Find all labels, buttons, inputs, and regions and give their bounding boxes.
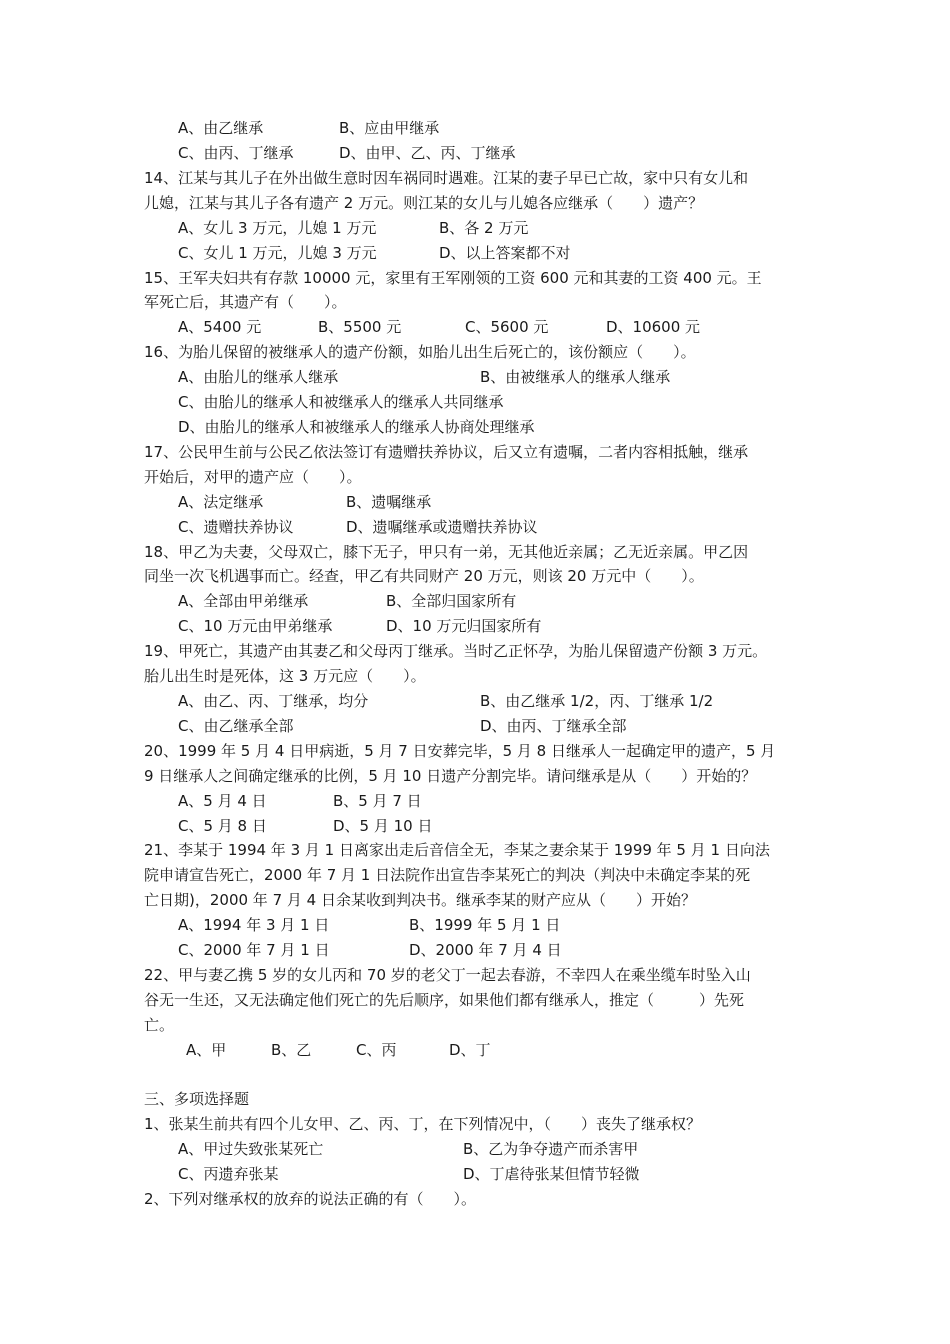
text-line: 同坐一次飞机遇事而亡。经查，甲乙有共同财产 20 万元，则该 20 万元中（ ）。 — [144, 567, 704, 585]
text-line: 三、多项选择题 — [144, 1090, 250, 1108]
text-line: 胎儿出生时是死体，这 3 万元应（ ）。 — [144, 667, 426, 685]
text-line: C、遗赠扶养协议 — [178, 518, 294, 536]
text-line: C、丙 — [356, 1041, 397, 1059]
text-line: C、2000 年 7 月 1 日 — [178, 941, 330, 959]
text-line: 20、1999 年 5 月 4 日甲病逝，5 月 7 日安葬完毕，5 月 8 日继承人一起确定甲的遗产，5 月 — [144, 742, 776, 760]
text-line: B、全部归国家所有 — [386, 592, 517, 610]
text-line: 儿媳，江某与其儿子各有遗产 2 万元。则江某的女儿与儿媳各应继承（ ）遗产？ — [144, 194, 704, 212]
text-line: 18、甲乙为夫妻，父母双亡，膝下无子，甲只有一弟，无其他近亲属；乙无近亲属。甲乙因 — [144, 543, 749, 561]
text-line: B、乙为争夺遗产而杀害甲 — [463, 1140, 639, 1158]
text-line: B、5500 元 — [318, 318, 402, 336]
text-line: A、由乙继承 — [178, 119, 264, 137]
text-line: 15、王军夫妇共有存款 10000 元，家里有王军刚领的工资 600 元和其妻的工资 400 元。王 — [144, 269, 762, 287]
text-line: 16、为胎儿保留的被继承人的遗产份额，如胎儿出生后死亡的，该份额应（ ）。 — [144, 343, 696, 361]
text-line: D、遗嘱继承或遗赠扶养协议 — [346, 518, 538, 536]
text-line: A、5 月 4 日 — [178, 792, 267, 810]
text-line: A、由乙、丙、丁继承，均分 — [178, 692, 369, 710]
text-line: C、5 月 8 日 — [178, 817, 267, 835]
text-line: C、由乙继承全部 — [178, 717, 294, 735]
text-line: 亡日期)，2000 年 7 月 4 日余某收到判决书。继承李某的财产应从（ ）开始？ — [144, 891, 696, 909]
text-line: 21、李某于 1994 年 3 月 1 日离家出走后音信全无，李某之妻余某于 1999 年 5 月 1 日向法 — [144, 841, 770, 859]
text-line: 22、甲与妻乙携 5 岁的女儿丙和 70 岁的老父丁一起去春游，不幸四人在乘坐缆车时坠入山 — [144, 966, 751, 984]
text-line: 开始后，对甲的遗产应（ ）。 — [144, 468, 362, 486]
text-line: C、5600 元 — [465, 318, 549, 336]
text-line: D、由丙、丁继承全部 — [480, 717, 627, 735]
text-line: 2、下列对继承权的放弃的说法正确的有（ ）。 — [144, 1190, 477, 1208]
text-line: 19、甲死亡，其遗产由其妻乙和父母丙丁继承。当时乙正怀孕，为胎儿保留遗产份额 3 万元。 — [144, 642, 768, 660]
text-line: A、女儿 3 万元，儿媳 1 万元 — [178, 219, 377, 237]
text-line: A、法定继承 — [178, 493, 264, 511]
text-line: D、由甲、乙、丙、丁继承 — [339, 144, 516, 162]
text-line: D、2000 年 7 月 4 日 — [409, 941, 562, 959]
text-line: D、由胎儿的继承人和被继承人的继承人协商处理继承 — [178, 418, 535, 436]
text-line: 亡。 — [144, 1016, 175, 1034]
text-line: D、以上答案都不对 — [439, 244, 571, 262]
text-line: C、女儿 1 万元，儿媳 3 万元 — [178, 244, 377, 262]
text-line: A、5400 元 — [178, 318, 262, 336]
text-line: C、由丙、丁继承 — [178, 144, 294, 162]
text-line: C、10 万元由甲弟继承 — [178, 617, 333, 635]
text-line: 军死亡后，其遗产有（ ）。 — [144, 293, 347, 311]
text-line: B、由被继承人的继承人继承 — [480, 368, 671, 386]
text-line: A、甲 — [186, 1041, 227, 1059]
text-line: D、丁虐待张某但情节轻微 — [463, 1165, 640, 1183]
text-line: 9 日继承人之间确定继承的比例，5 月 10 日遗产分割完毕。请问继承是从（ ）开始的？ — [144, 767, 757, 785]
text-line: A、全部由甲弟继承 — [178, 592, 309, 610]
text-line: B、1999 年 5 月 1 日 — [409, 916, 561, 934]
text-line: B、5 月 7 日 — [333, 792, 422, 810]
text-line: A、1994 年 3 月 1 日 — [178, 916, 330, 934]
text-line: 1、张某生前共有四个儿女甲、乙、丙、丁，在下列情况中，（ ）丧失了继承权？ — [144, 1115, 702, 1133]
text-line: 17、公民甲生前与公民乙依法签订有遗赠扶养协议，后又立有遗嘱，二者内容相抵触，继承 — [144, 443, 749, 461]
text-line: B、由乙继承 1/2，丙、丁继承 1/2 — [480, 692, 714, 710]
text-line: D、10 万元归国家所有 — [386, 617, 542, 635]
text-line: A、甲过失致张某死亡 — [178, 1140, 324, 1158]
text-line: B、乙 — [271, 1041, 312, 1059]
text-line: C、丙遗弃张某 — [178, 1165, 279, 1183]
text-line: 谷无一生还，又无法确定他们死亡的先后顺序，如果他们都有继承人，推定（ ）先死 — [144, 991, 745, 1009]
text-line: A、由胎儿的继承人继承 — [178, 368, 339, 386]
text-line: 院申请宣告死亡，2000 年 7 月 1 日法院作出宣告李某死亡的判决（判决中未确定李某的死 — [144, 866, 751, 884]
text-line: D、5 月 10 日 — [333, 817, 433, 835]
text-line: B、应由甲继承 — [339, 119, 440, 137]
text-line: D、10600 元 — [606, 318, 701, 336]
text-line: B、遗嘱继承 — [346, 493, 432, 511]
text-line: C、由胎儿的继承人和被继承人的继承人共同继承 — [178, 393, 504, 411]
text-line: B、各 2 万元 — [439, 219, 529, 237]
text-line: 14、江某与其儿子在外出做生意时因车祸同时遇难。江某的妻子早已亡故，家中只有女儿和 — [144, 169, 749, 187]
text-line: D、丁 — [449, 1041, 491, 1059]
